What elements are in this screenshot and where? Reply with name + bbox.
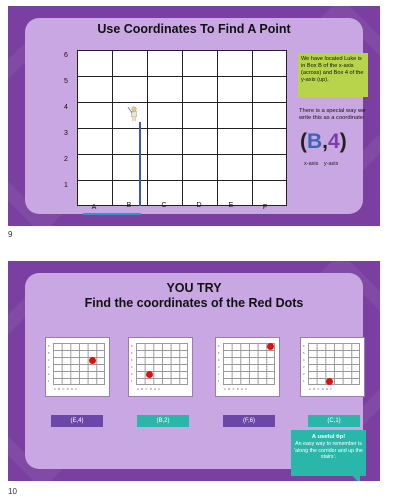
y-axis-label: 5: [64, 78, 68, 85]
content-panel: [25, 18, 366, 214]
mini-grid-3: 6 5 4 3 2 1 ABCDEF: [215, 337, 280, 397]
title-line-1: YOU TRY: [166, 281, 222, 295]
slide-use-coordinates: [8, 6, 380, 226]
coordinate-x: B: [307, 130, 323, 153]
x-axis-label: D: [196, 202, 202, 209]
y-axis-name: y-axis: [323, 161, 339, 167]
luke-figure-icon: [127, 106, 141, 122]
answer-box: (E,4): [51, 415, 103, 427]
slide-title: [25, 281, 363, 311]
x-axis-label: F: [262, 204, 268, 211]
x-axis-label: C: [161, 202, 167, 209]
content-panel: [25, 273, 363, 469]
answer-box: (C,1): [308, 415, 360, 427]
red-dot: [146, 371, 153, 378]
x-axis-label: E: [228, 202, 234, 209]
coordinate-grid: [77, 50, 287, 206]
up-arrow-line: [139, 122, 141, 206]
x-axis-name: x-axis: [304, 161, 319, 167]
y-axis-label: 1: [64, 182, 68, 189]
y-axis-label: 3: [64, 130, 68, 137]
slide-title: Use Coordinates To Find A Point: [97, 22, 291, 36]
tip-text: An easy way to remember is 'along the corridor and up the stairs'.: [294, 441, 363, 461]
paren-close: ): [339, 130, 347, 153]
coordinate-display: [300, 130, 347, 154]
title-line-2: Find the coordinates of the Red Dots: [84, 296, 304, 310]
mini-grid-1: 6 5 4 3 2 1 ABCDEF: [45, 337, 110, 397]
paren-open: (: [300, 130, 307, 153]
mini-grid-4: 6 5 4 3 2 1 ABCDEF: [300, 337, 365, 397]
y-axis-label: 2: [64, 156, 68, 163]
special-note: There is a special way we write this as a coordinate:: [299, 108, 366, 122]
tip-title: A useful tip!: [311, 434, 346, 440]
y-axis-label: 6: [64, 52, 68, 59]
red-dot: [89, 357, 96, 364]
across-arrow-line: [83, 213, 141, 215]
page-number: 10: [8, 487, 17, 496]
answer-box: (B,2): [137, 415, 189, 427]
x-axis-label: A: [91, 204, 97, 211]
useful-tip-callout: [291, 430, 366, 476]
y-axis-label: 4: [64, 104, 68, 111]
info-box: We have located Luke is in Box B of the x-axis (across) and Box 4 of the y-axis (up).: [298, 53, 368, 97]
page-number: 9: [8, 230, 13, 239]
answer-box: (F,6): [223, 415, 275, 427]
coordinate-y: 4: [328, 130, 340, 153]
x-axis-label: B: [126, 202, 132, 209]
axis-names: [304, 161, 338, 167]
mini-grid-2: 6 5 4 3 2 1 ABCDEF: [128, 337, 193, 397]
slide-you-try: [8, 261, 380, 481]
coordinate-comma: ,: [322, 130, 329, 153]
